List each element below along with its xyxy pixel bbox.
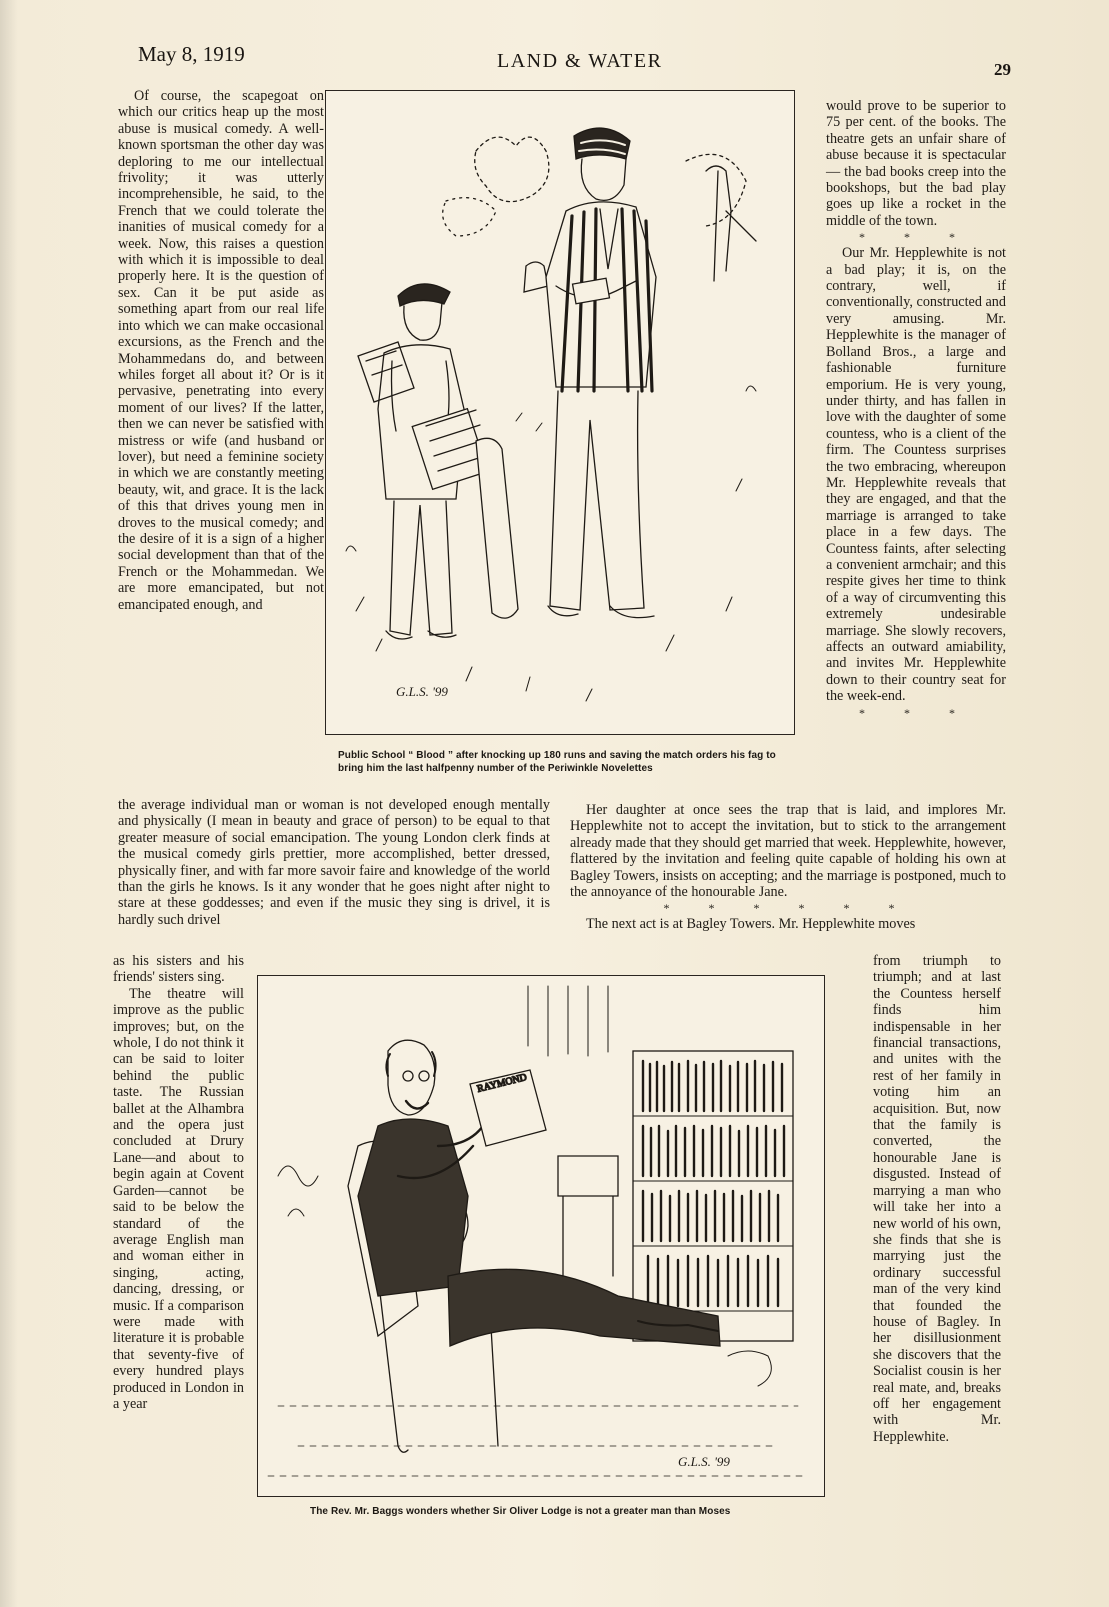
illustration-bottom <box>257 975 825 1497</box>
page-number: 29 <box>994 60 1011 79</box>
binding-shadow <box>0 0 18 1607</box>
paragraph: Our Mr. Hepplewhite is not a bad play; it is, on the contrary, well, if conventionally, constructed and very amusing. Mr. Hepplewhite is the manager of Bolland Bros., a large and fashionable furniture emporium. He is very young, under thirty, and has fallen in love with the daughter of some countess, who is a client of the firm. The Countess surprises the two embracing, whereupon Mr. Hepplewhite reveals that they are engaged, and that the marriage is arranged to take place in a few days. The Countess faints, after selecting a convenient armchair; and this respite gives her time to think of a way of circumventing this extremely undesirable marriage. She slowly recovers, affects an outward amiability, and invites Mr. Hepplewhite down to their country seat for the week-end. <box>826 245 1006 705</box>
issue-date: May 8, 1919 <box>138 42 245 66</box>
section-break: * * * * * * <box>663 901 913 916</box>
column-left-bottom <box>113 953 244 1513</box>
caption-bottom: The Rev. Mr. Baggs wonders whether Sir Oliver Lodge is not a greater man than Moses <box>310 1506 731 1517</box>
cricket-drawing <box>326 91 794 734</box>
paragraph: The theatre will improve as the public improves; but, on the whole, I do not think it can be said to loiter behind the public taste. The Russian ballet at the Alhambra and the opera just concluded at Drury Lane—and about to begin again at Covent Garden—cannot be said to be below the standard of the average English man and woman either in singing, acting, dancing, dressing, or music. If a comparison were made with literature it is probable that seventy-five of every hundred plays produced in London in a year <box>113 985 244 1412</box>
column-middle-right <box>570 802 1006 962</box>
column-right-top <box>826 98 1006 798</box>
paragraph: would prove to be superior to 75 per cent. of the books. The theatre gets an unfair share of abuse because it is spectacular — the bad books creep into the bookshops, but the bad play goes up like a rocket in the middle of the town. <box>826 98 1006 229</box>
paragraph: Her daughter at once sees the trap that is laid, and implores Mr. Hepplewhite not to accept the invitation, but to stick to the arrangement already made that they should get married that week. Hepplewhite, however, flattered by the invitation and feeling quite capable of holding his own at Bagley Towers, insists on accepting; and the marriage is postponed, much to the annoyance of the honourable Jane. <box>570 802 1006 901</box>
column-middle-left <box>118 797 550 947</box>
signature: G.L.S. '99 <box>396 684 448 699</box>
caption-top: Public School “ Blood ” after knocking up 180 runs and saving the match orders his fag to bring him the last halfpenny number of the Periwinkle Novelettes <box>338 750 776 774</box>
signature: G.L.S. '99 <box>678 1454 730 1469</box>
paragraph: Of course, the scapegoat on which our critics heap up the most abuse is musical comedy. A well-known sportsman the other day was deploring to me our intellectual frivolity; it was utterly incomprehensible, he said, to the French that we could tolerate the inanities of musical comedy for a week. Now, this raises a question with which it is impossible to deal properly here. It is the question of sex. Can it be put aside as something apart from our real life into which we can make occasional excursions, as the French and the Mohammedans do, and between whiles forget all about it? Or is it pervasive, penetrating into every moment of our lives? If the latter, then we can never be satisfied with mistress or wife (and husband or lover), but need a feminine society in which we are constantly meeting beauty, wit, and grace. It is the lack of this that drives young men in droves to the musical comedy; and the desire of it is a sign of a higher social development than that of the French or the Mohammedan. We are more emancipated, but not emancipated enough, and <box>118 88 324 613</box>
column-left-top <box>118 88 324 783</box>
reading-man-drawing <box>258 976 824 1496</box>
book-title: RAYMOND <box>476 1071 528 1095</box>
publication-title: LAND & WATER <box>497 50 663 72</box>
paragraph: from triumph to triumph; and at last the Countess herself finds him indispensable in her financial transactions, and unites with the rest of her family in voting him an acquisition. But, now that the family is converted, the honourable Jane is disgusted. Instead of marrying a man who will take her into a new world of his own, she finds that she is marrying just the ordinary successful man of the very kind that founded the house of Bagley. In her disillusionment she discovers that the Socialist cousin is her real mate, and, breaks off her engagement with Mr. Hepplewhite. <box>873 953 1001 1445</box>
paragraph: as his sisters and his friends' sisters sing. <box>113 953 244 986</box>
section-break: * * * <box>859 230 973 245</box>
section-break: * * * <box>859 705 973 720</box>
paragraph: The next act is at Bagley Towers. Mr. Hepplewhite moves <box>586 916 916 933</box>
paragraph: the average individual man or woman is not developed enough mentally and physically (I mean in beauty and grace of person) to be equal to that greater measure of social emancipation. The young London clerk finds at the musical comedy girls prettier, more accomplished, better dressed, physically finer, and with far more savoir faire and knowledge of the world than the girls he knows. Is it any wonder that he goes night after night to stare at these goddesses; and even if the music they sing is drivel, it is hardly such drivel <box>118 797 550 928</box>
illustration-top <box>325 90 795 735</box>
column-right-bottom <box>873 953 1001 1523</box>
